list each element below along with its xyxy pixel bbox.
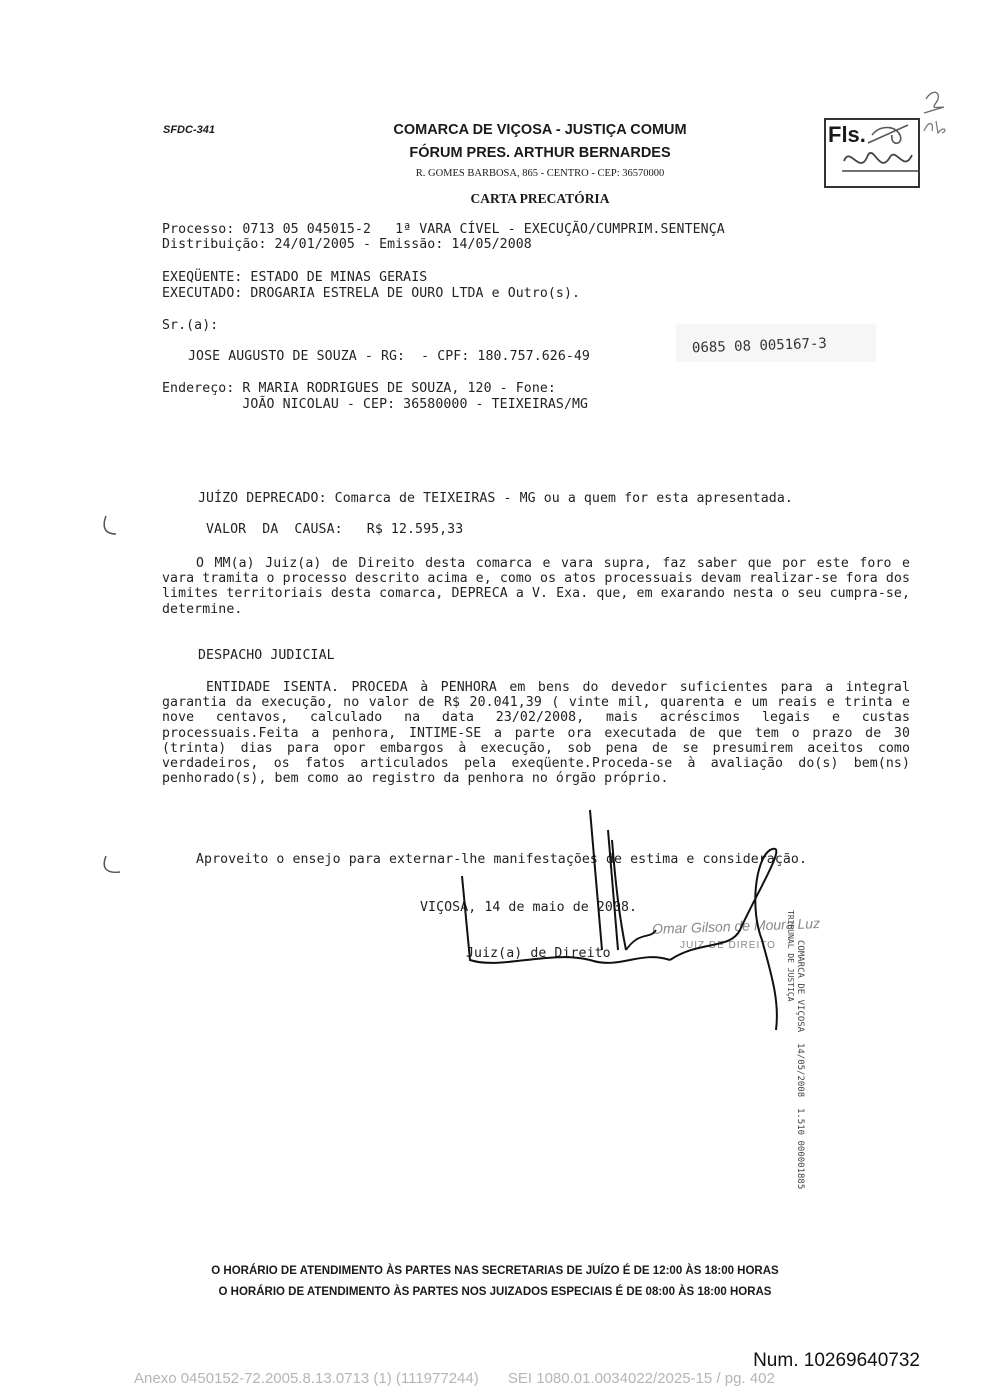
address-line-2: JOÃO NICOLAU - CEP: 36580000 - TEIXEIRAS/MG xyxy=(162,397,589,412)
signature-role: Juiz(a) de Direito xyxy=(466,946,611,961)
juizo-deprecado: JUÍZO DEPRECADO: Comarca de TEIXEIRAS - MG ou a quem for esta apresentada. xyxy=(198,491,793,506)
vertical-stamp-right: COMARCA DE VIÇOSA 14/05/2008 1.510 000001885 xyxy=(795,940,805,1190)
salutation: Sr.(a): xyxy=(162,318,219,333)
form-code: SFDC-341 xyxy=(163,124,215,136)
date-line: VIÇOSA, 14 de maio de 2008. xyxy=(420,900,638,915)
folio-label: Fls. xyxy=(828,122,866,147)
margin-mark-2 xyxy=(98,852,128,882)
executado-line: EXECUTADO: DROGARIA ESTRELA DE OURO LTDA e Outro(s). xyxy=(162,286,581,301)
handwritten-signature xyxy=(440,800,840,1040)
court-address: R. GOMES BARBOSA, 865 - CENTRO - CEP: 36570000 xyxy=(415,168,665,179)
closing-line: Aproveito o ensejo para externar-lhe manifestações de estima e consideração. xyxy=(196,852,808,867)
distribution-line: Distribuição: 24/01/2005 - Emissão: 14/05/2008 xyxy=(162,237,532,252)
vertical-stamp-left: TRIBUNAL DE JUSTIÇA xyxy=(786,910,795,1002)
protocol-stamp: 0685 08 005167-3 xyxy=(691,335,828,357)
process-line: Processo: 0713 05 045015-2 1ª VARA CÍVEL - EXECUÇÃO/CUMPRIM.SENTENÇA xyxy=(162,222,725,237)
folio-handwriting xyxy=(820,85,970,195)
footer-notice-secretarias: O HORÁRIO DE ATENDIMENTO ÀS PARTES NAS SECRETARIAS DE JUÍZO É DE 12:00 ÀS 18:00 HORAS xyxy=(211,1265,779,1277)
margin-mark-1 xyxy=(98,512,128,542)
annex-reference: Anexo 0450152-72.2005.8.13.0713 (1) (111977244) SEI 1080.01.0034022/2025-15 / pg. 402 xyxy=(134,1370,775,1387)
footer-notice-juizados: O HORÁRIO DE ATENDIMENTO ÀS PARTES NOS JUIZADOS ESPECIAIS É DE 08:00 ÀS 18:00 HORAS xyxy=(218,1286,772,1295)
despacho-paragraph: ENTIDADE ISENTA. PROCEDA à PENHORA em bens do devedor suficientes para a integral garantia da execução, no valor de R$ 20.041,39 ( vinte mil, quarenta e um reais e trinta e nove centavos, calculado na data 23/02/2008, mais acréscimos legais e custas processuais.Feita a penhora, INTIME-SE a parte ora executada de que tem o prazo de 30 (trinta) dias para opor embargos à execução, sob pena de se presumirem aceitos como verdadeiros, os fatos articulados pela exeqüente.Proceda-se à avaliação do(s) bem(ns) penhorado(s), bem como ao registro da penhora no órgão próprio. xyxy=(162,680,910,787)
recipient-name: JOSE AUGUSTO DE SOUZA - RG: - CPF: 180.757.626-49 xyxy=(188,349,590,364)
forum-name: FÓRUM PRES. ARTHUR BERNARDES xyxy=(409,145,671,161)
intro-paragraph: O MM(a) Juiz(a) de Direito desta comarca e vara supra, faz saber que por este foro e vara tramita o processo descrito acima e, como os atos processuais devam realizar-se fora dos limites territoriais desta comarca, DEPRECA a V. Exa. que, em exarando nesta o seu cumpra-se, determine. xyxy=(162,556,910,617)
court-name: COMARCA DE VIÇOSA - JUSTIÇA COMUM xyxy=(393,122,687,138)
judge-name-stamp: Omar Gilson de Moura Luz xyxy=(651,915,821,937)
address-line-1: Endereço: R MARIA RODRIGUES DE SOUZA, 120 - Fone: xyxy=(162,381,556,396)
valor-causa: VALOR DA CAUSA: R$ 12.595,33 xyxy=(206,522,464,537)
footer-notice-clip xyxy=(0,1284,990,1295)
exequente-line: EXEQÜENTE: ESTADO DE MINAS GERAIS xyxy=(162,270,428,285)
document-title: CARTA PRECATÓRIA xyxy=(470,191,610,206)
despacho-title: DESPACHO JUDICIAL xyxy=(198,648,335,663)
judge-title-stamp: JUIZ DE DIREITO xyxy=(680,940,776,951)
document-number: Num. 10269640732 xyxy=(753,1350,920,1371)
